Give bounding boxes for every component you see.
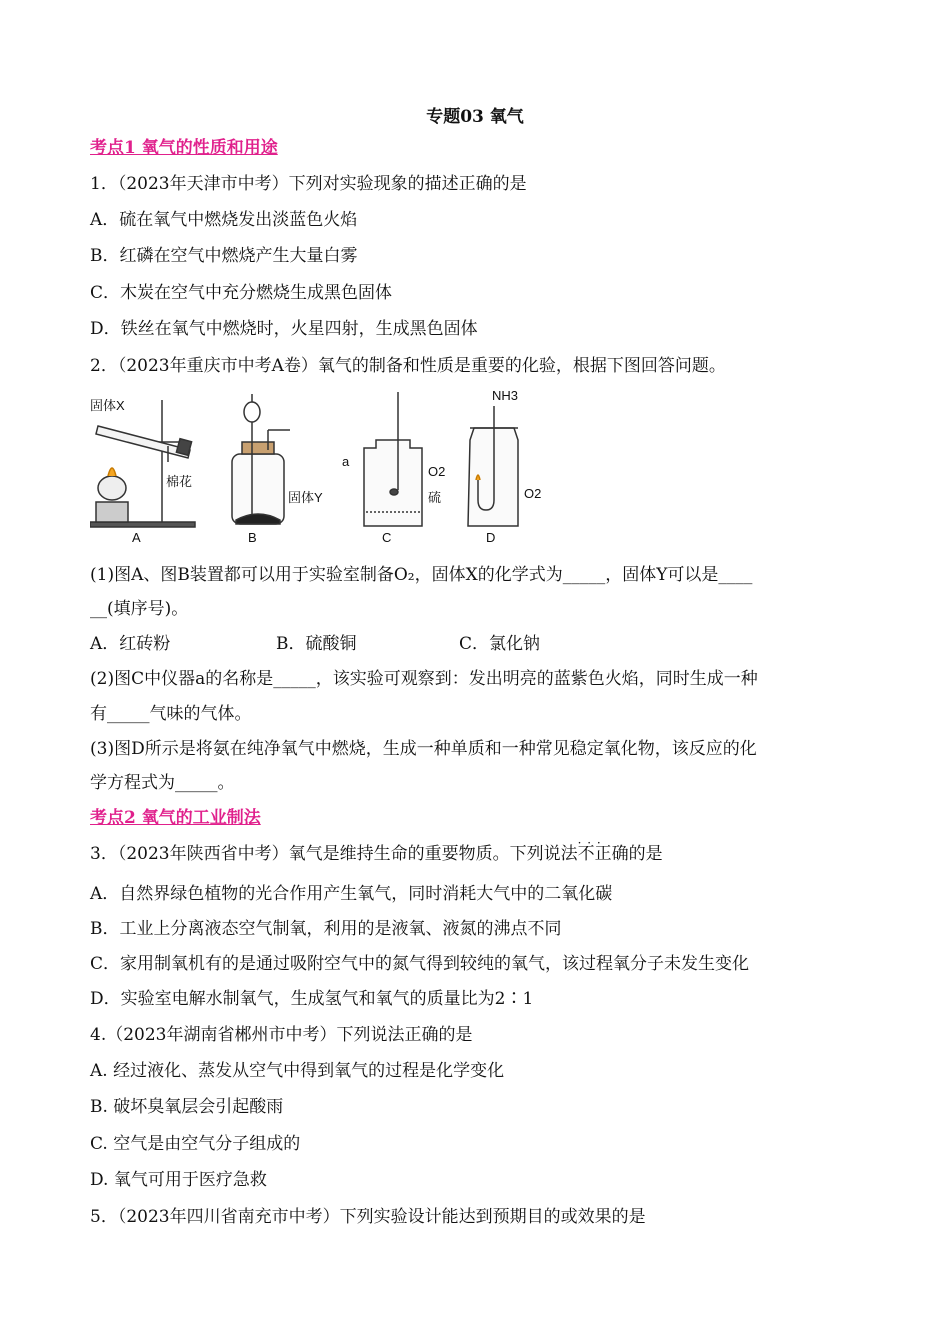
- label-sulfur: 硫: [428, 490, 442, 505]
- caption-a: A: [132, 530, 141, 545]
- label-o2-d: O2: [524, 486, 542, 501]
- option-b: B．硫酸铜: [276, 634, 357, 654]
- apparatus-d: [468, 406, 518, 526]
- question-4-option-b: B. 破坏臭氧层会引起酸雨: [90, 1097, 284, 1117]
- question-1-stem: 1．（2023年天津市中考）下列对实验现象的描述正确的是: [90, 174, 527, 194]
- apparatus-figure: [90, 390, 570, 550]
- question-2-stem: 2．（2023年重庆市中考A卷）氧气的制备和性质是重要的化验，根据下图回答问题。: [90, 356, 726, 376]
- question-4-option-c: C. 空气是由空气分子组成的: [90, 1134, 301, 1154]
- apparatus-b: [232, 394, 290, 524]
- label-o2-c: O2: [428, 464, 446, 479]
- question-1-option-c: C．木炭在空气中充分燃烧生成黑色固体: [90, 283, 393, 303]
- question-4-option-a: A. 经过液化、蒸发从空气中得到氧气的过程是化学变化: [90, 1061, 505, 1081]
- section-heading-1: 考点1 氧气的性质和用途: [90, 138, 278, 158]
- question-2-part-3: (3)图D所示是将氨在纯净氧气中燃烧，生成一种单质和一种常见稳定氧化物，该反应的化: [90, 739, 757, 759]
- label-solid-y: 固体Y: [288, 490, 323, 505]
- page-title: 专题03 氧气: [426, 107, 524, 127]
- question-2-options: [90, 633, 540, 655]
- label-cotton: 棉花: [166, 474, 193, 489]
- section-heading-2: 考点2 氧气的工业制法: [90, 808, 261, 828]
- question-2-part-2-cont: 有_____气味的气体。: [90, 704, 252, 724]
- question-1-option-a: A．硫在氧气中燃烧发出淡蓝色火焰: [90, 210, 358, 230]
- question-2-part-1-cont: __(填序号)。: [90, 599, 189, 619]
- caption-b: B: [248, 530, 257, 545]
- question-5-stem: 5．（2023年四川省南充市中考）下列实验设计能达到预期目的或效果的是: [90, 1207, 646, 1227]
- question-4-stem: 4.（2023年湖南省郴州市中考）下列说法正确的是: [90, 1025, 473, 1045]
- option-c: C．氯化钠: [459, 634, 541, 654]
- question-2-part-1: (1)图A、图B装置都可以用于实验室制备O₂，固体X的化学式为_____，固体Y可以是____: [90, 565, 753, 585]
- apparatus-c: [364, 392, 422, 526]
- question-3-option-d: D．实验室电解水制氧气，生成氢气和氧气的质量比为2∶1: [90, 989, 534, 1009]
- label-solid-x: 固体X: [90, 398, 125, 413]
- question-3-option-a: A．自然界绿色植物的光合作用产生氧气，同时消耗大气中的二氧化碳: [90, 884, 613, 904]
- question-1-option-b: B．红磷在空气中燃烧产生大量白雾: [90, 246, 358, 266]
- question-3-option-b: B．工业上分离液态空气制氧，利用的是液氧、液氮的沸点不同: [90, 919, 562, 939]
- question-2-part-2: (2)图C中仪器a的名称是_____，该实验可观察到：发出明亮的蓝紫色火焰，同时生成一种: [90, 669, 758, 689]
- question-1-option-d: D．铁丝在氧气中燃烧时，火星四射，生成黑色固体: [90, 319, 478, 339]
- question-4-option-d: D. 氧气可用于医疗急救: [90, 1170, 267, 1190]
- question-3-option-c: C．家用制氧机有的是通过吸附空气中的氮气得到较纯的氧气，该过程氧分子未发生变化: [90, 954, 750, 974]
- option-a: A．红砖粉: [90, 634, 171, 654]
- label-nh3: NH3: [492, 390, 519, 403]
- caption-c: C: [382, 530, 392, 545]
- label-a: a: [342, 454, 350, 469]
- emphasis-not-correct: · · · 不正确: [578, 844, 629, 864]
- apparatus-a: [90, 400, 195, 527]
- question-2-part-3-cont: 学方程式为_____。: [90, 773, 235, 793]
- question-3-stem: 3．（2023年陕西省中考）氧气是维持生命的重要物质。下列说法· · · 不正确的是: [90, 843, 663, 865]
- caption-d: D: [486, 530, 496, 545]
